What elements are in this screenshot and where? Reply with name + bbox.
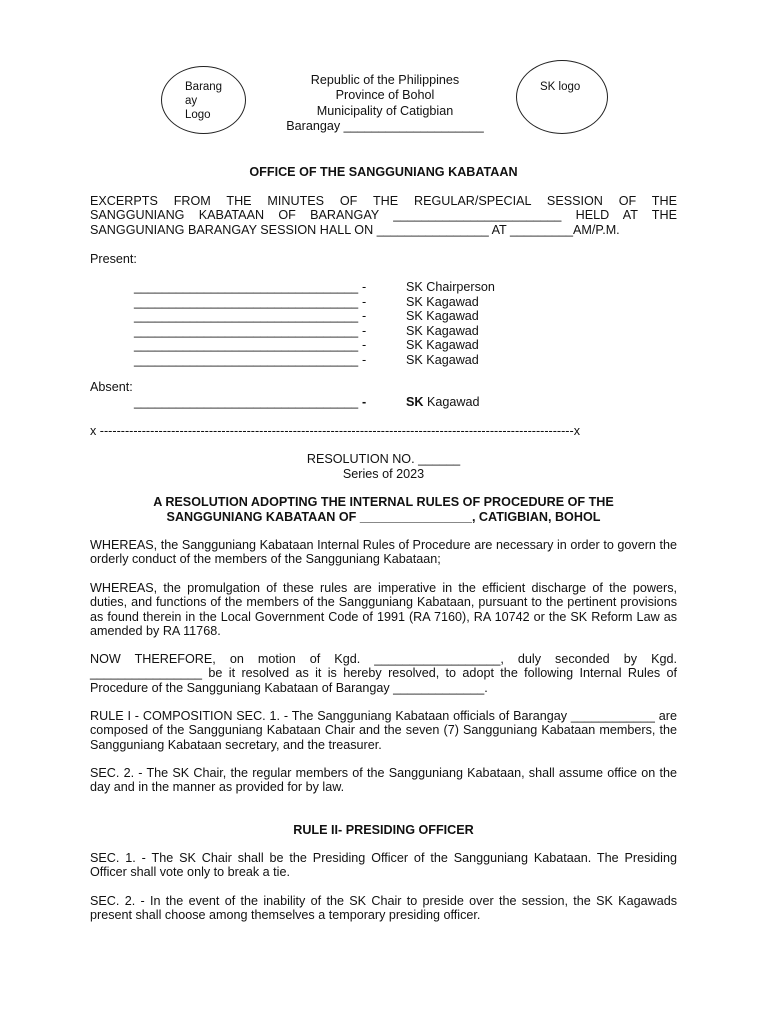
present-role-6: SK Kagawad [406, 352, 479, 367]
present-name-3: ________________________________ [134, 309, 359, 323]
present-dash-4: - [362, 323, 367, 338]
rule2-section2: SEC. 2. - In the event of the inability of the SK Chair to preside over the session, the SK Kagawads present shall choose among themselves a temporary presiding officer. [90, 894, 677, 923]
present-dash-1: - [362, 280, 367, 294]
rule2-title: RULE II- PRESIDING OFFICER [293, 823, 474, 837]
resolution-title-line-2: SANGGUNIANG KABATAAN OF ________________, CATIGBIAN, BOHOL [166, 510, 601, 524]
absent-role-prefix: SK [406, 395, 424, 409]
present-name-4: ________________________________ [134, 323, 359, 338]
whereas-paragraph-2: WHEREAS, the promulgation of these rules are imperative in the efficient discharge of the powers, duties, and functions of the members of the Sangguniang Kabataan, pursuant to the pertinent provisions as found therein in the Local Government Code of 1991 (RA 7160), RA 10742 or the SK Reform Law as amended by RA 11768. [90, 581, 677, 639]
resolution-series: Series of 2023 [342, 467, 425, 481]
resolution-number: RESOLUTION NO. ______ [306, 452, 461, 466]
present-name-6: ________________________________ [134, 352, 359, 367]
sk-logo-placeholder [516, 60, 608, 134]
header-municipality: Municipality of Catigbian [316, 104, 454, 118]
whereas-paragraph-1: WHEREAS, the Sangguniang Kabataan Internal Rules of Procedure are necessary in order to govern the orderly conduct of the members of the Sangguniang Kabataan; [90, 538, 677, 567]
sk-logo-label: SK logo [540, 81, 581, 93]
resolution-title-line-1: A RESOLUTION ADOPTING THE INTERNAL RULES OF PROCEDURE OF THE [153, 495, 614, 509]
excerpts-line-1: EXCERPTS FROM THE MINUTES OF THE REGULAR/SPECIAL SESSION OF THE [90, 194, 677, 208]
present-name-1: ________________________________ [134, 280, 359, 294]
present-name-5: ________________________________ [134, 338, 359, 352]
present-dash-3: - [362, 309, 367, 323]
header-barangay: Barangay ____________________ [286, 119, 484, 133]
present-role-4: SK Kagawad [406, 323, 479, 338]
rule1-section1: RULE I - COMPOSITION SEC. 1. - The Sangguniang Kabataan officials of Barangay ____________ are composed of the Sangguniang Kabataan Chair and the seven (7) Sangguniang Kabataan members, the Sangguniang Kabataan secretary, and the treasurer. [90, 709, 677, 752]
rule1-section2: SEC. 2. - The SK Chair, the regular members of the Sangguniang Kabataan, shall assume office on the day and in the manner as provided for by law. [90, 766, 677, 795]
present-role-1: SK Chairperson [406, 280, 495, 294]
header-province: Province of Bohol [335, 88, 435, 102]
barangay-logo-placeholder [161, 66, 246, 134]
present-role-3: SK Kagawad [406, 309, 479, 323]
present-label: Present: [90, 252, 137, 266]
now-therefore-paragraph: NOW THEREFORE, on motion of Kgd. __________________, duly seconded by Kgd. ________________ be it resolved as it is hereby resolved, to adopt the following Internal Rules of Procedure of the Sangguniang Kabataan of Barangay _____________. [90, 652, 677, 695]
absent-name: ________________________________ [134, 395, 359, 409]
present-name-2: ________________________________ [134, 294, 359, 309]
rule2-section1: SEC. 1. - The SK Chair shall be the Presiding Officer of the Sangguniang Kabataan. The Presiding Officer shall vote only to break a tie. [90, 851, 677, 880]
present-role-2: SK Kagawad [406, 294, 479, 309]
office-title: OFFICE OF THE SANGGUNIANG KABATAAN [249, 165, 518, 179]
present-dash-6: - [362, 352, 367, 367]
absent-dash: - [362, 395, 367, 409]
separator-line: x -----------------------------------------------------------------------------------------------------------------x [90, 424, 580, 438]
header-republic: Republic of the Philippines [310, 73, 460, 87]
present-dash-5: - [362, 338, 367, 352]
excerpts-block [90, 194, 677, 237]
excerpts-line-3: SANGGUNIANG BARANGAY SESSION HALL ON ________________ AT _________AM/P.M. [90, 222, 620, 237]
absent-role [406, 395, 480, 409]
absent-role-suffix: Kagawad [423, 395, 480, 409]
present-dash-2: - [362, 294, 367, 309]
barangay-logo-label: Barang ay Logo [185, 81, 223, 121]
absent-label: Absent: [90, 380, 133, 394]
present-role-5: SK Kagawad [406, 338, 479, 352]
excerpts-line-2: SANGGUNIANG KABATAAN OF BARANGAY ________________________ HELD AT THE [90, 208, 677, 223]
